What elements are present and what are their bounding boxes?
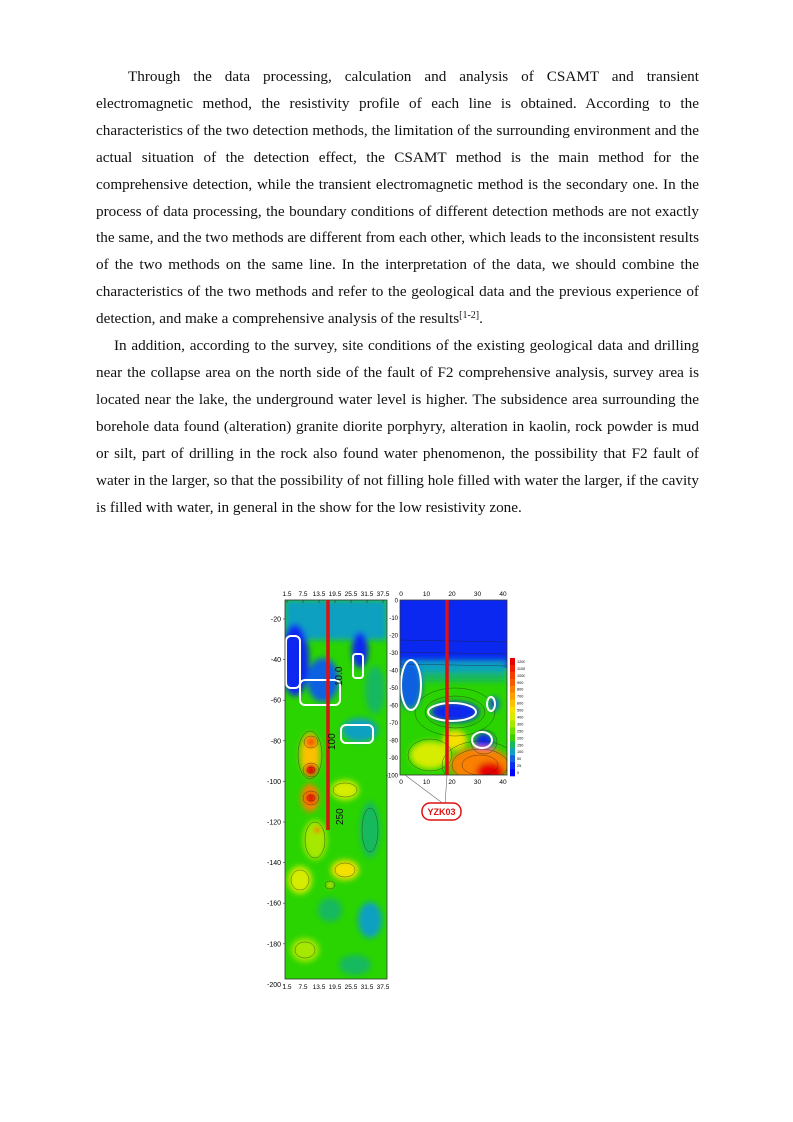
right-x-tick-bottom: 40 [499,779,507,786]
colorbar-swatch [510,658,515,665]
colorbar-tick: 1000 [517,673,525,678]
right-y-tick: -70 [389,721,398,727]
left-x-tick-top: 19.5 [328,591,342,598]
right-x-tick-top: 40 [499,591,507,598]
right-x-tick-bottom: 0 [399,779,403,786]
right-y-tick: -10 [389,616,398,622]
csamt-profile-panel [267,591,390,991]
left-x-tick-top: 25.5 [344,591,358,598]
colorbar-tick: 500 [517,708,524,713]
csamt-heatmap [281,600,387,979]
left-x-tick-top: 31.5 [360,591,374,598]
right-y-axis [386,599,399,780]
right-x-tick-bottom: 20 [448,779,456,786]
colorbar-swatch [510,714,515,721]
colorbar-swatch [510,762,515,769]
contour-label-1: 10.0 [334,666,345,686]
right-y-tick: 0 [394,598,398,605]
colorbar-tick: 1200 [517,659,525,664]
left-x-axis-bottom [282,984,389,991]
left-x-tick-bottom: 37.5 [376,984,390,991]
right-y-tick: -80 [389,738,398,745]
colorbar-swatch [510,727,515,734]
left-y-tick: -80 [270,738,281,746]
body-text [96,64,699,521]
paragraph-1 [96,64,699,333]
right-x-tick-bottom: 30 [473,779,482,786]
left-y-axis [267,617,285,989]
left-x-tick-bottom: 31.5 [360,984,374,991]
left-x-tick-bottom: 1.5 [282,984,292,991]
left-y-tick: -100 [266,778,281,786]
left-x-tick-top: 37.5 [376,591,390,598]
colorbar-swatch [510,693,515,700]
colorbar-tick: 300 [517,722,524,727]
colorbar-tick: 200 [517,736,524,741]
left-y-tick: -120 [266,819,281,827]
colorbar-tick: 600 [517,701,524,706]
colorbar-swatch [510,720,515,727]
paragraph-1-text: Through the data processing, calculation and analysis of CSAMT and transient electromagnetic method, the resistivity profile of each line is obtained. According to the characteristics of the two detection methods, the limitation of the surrounding environment and the actual situation of the detection effect, the CSAMT method is the main method for the comprehensive detection, while the transient electromagnetic method is the secondary one. In the process of data processing, the boundary conditions of different detection methods are not exactly the same, and the two methods are different from each other, which leads to the inconsistent results of the two methods on the same line. In the interpretation of the data, we should combine the characteristics of the two methods and refer to the geological data and the previous experience of detection, and make a comprehensive analysis of the results [96,68,699,328]
left-x-tick-bottom: 25.5 [344,984,358,991]
colorbar-tick: 150 [517,743,524,748]
colorbar-tick: 250 [517,729,524,734]
right-y-tick: -50 [389,686,398,692]
colorbar-swatch [510,700,515,707]
left-x-tick-top: 1.5 [282,591,292,598]
colorbar-swatch [510,741,515,748]
colorbar-swatch [510,755,515,762]
left-x-tick-bottom: 13.5 [312,984,326,991]
right-y-tick: -20 [389,633,398,640]
resistivity-colorbar [510,658,525,776]
right-x-axis-top [399,591,507,598]
tem-heatmap [398,600,518,789]
right-x-tick-top: 10 [422,591,431,598]
colorbar-swatch [510,734,515,741]
left-y-tick: -40 [270,657,281,665]
colorbar-tick: 400 [517,715,524,720]
left-y-tick: -60 [270,697,281,705]
colorbar-tick: 800 [517,687,524,692]
citation: [1-2] [459,310,480,322]
left-y-tick: -160 [266,900,281,908]
right-y-tick: -60 [389,703,398,710]
right-x-tick-top: 20 [448,591,456,598]
colorbar-swatch [510,679,515,686]
colorbar-tick: 1100 [517,666,525,671]
left-x-tick-top: 7.5 [298,591,308,598]
left-y-tick: -140 [266,860,281,868]
colorbar-tick: 900 [517,680,524,685]
contour-label-3: 250 [335,808,346,825]
left-x-tick-bottom: 19.5 [328,984,342,991]
colorbar-swatch [510,769,515,776]
left-y-tick: -200 [266,981,281,989]
left-y-tick: -20 [270,616,281,624]
right-x-tick-bottom: 10 [422,779,431,786]
right-y-tick: -90 [389,756,398,762]
paragraph-1-tail: . [479,310,483,328]
tem-profile-panel [386,591,518,820]
left-x-tick-top: 13.5 [312,591,326,598]
right-y-tick: -100 [385,773,398,780]
contour-label-2: 100 [327,733,338,750]
resistivity-figure [255,580,525,1000]
colorbar-tick: 50 [517,757,522,762]
left-y-tick: -180 [266,941,281,949]
colorbar-swatch [510,748,515,755]
right-x-tick-top: 30 [473,591,482,598]
colorbar-tick: 0 [517,771,520,776]
paragraph-2-text: In addition, according to the survey, site conditions of the existing geological data and drilling near the collapse area on the north side of the fault of F2 comprehensive analysis, survey area is located near the lake, the underground water level is higher. The subsidence area surrounding the borehole data found (alteration) granite diorite porphyry, alteration in kaolin, rock powder is mud or silt, part of drilling in the rock also found water phenomenon, the possibility that F2 fault of water in the larger, so that the possibility of not filling hole filled with water the larger, if the cavity is filled with water, in general in the show for the low resistivity zone. [96,337,699,516]
colorbar-swatch [510,672,515,679]
paragraph-2 [96,333,699,521]
right-y-tick: -40 [389,668,398,675]
colorbar-swatch [510,707,515,714]
right-x-tick-top: 0 [399,591,403,598]
right-y-tick: -30 [389,651,398,657]
borehole-label: YZK03 [427,807,456,817]
resistivity-figure-svg [255,580,525,1000]
colorbar-tick: 700 [517,694,524,699]
colorbar-swatch [510,665,515,672]
left-x-tick-bottom: 7.5 [298,984,308,991]
colorbar-tick: 25 [517,764,522,769]
colorbar-tick: 100 [517,750,524,755]
colorbar-swatch [510,686,515,693]
